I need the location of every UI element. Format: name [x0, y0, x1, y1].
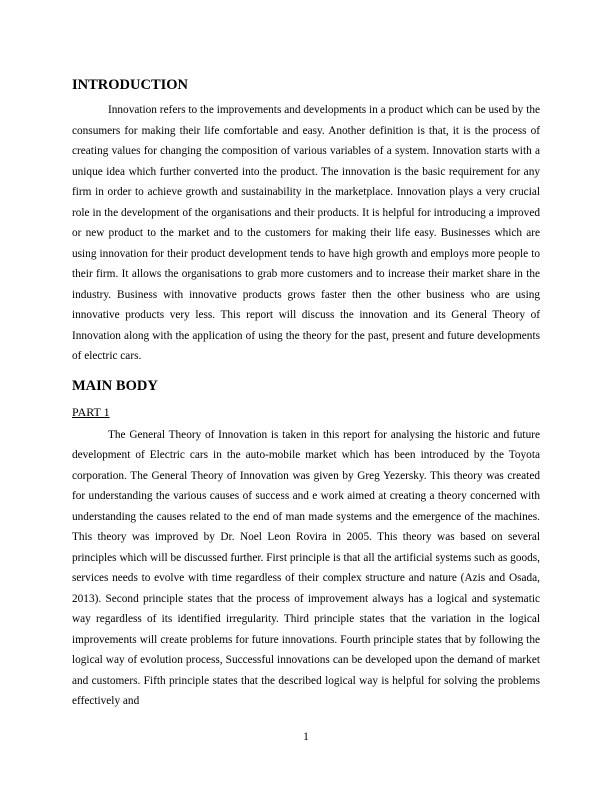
introduction-paragraph: Innovation refers to the improvements and developments in a product which can be used by the consumers for making their life comfortable and easy. Another definition is that, it is the process of creating values for changing the composition of various variables of a system. Innovation starts with a unique idea which further converted into the product. The innovation is the basic requirement for any firm in order to achieve growth and sustainability in the marketplace. Innovation plays a very crucial role in the development of the organisations and their products. It is helpful for introducing a improved or new product to the market and to the customers for making their life easy. Businesses which are using innovation for their product development tends to have high growth and employs more people to their firm. It allows the organisations to grab more customers and to increase their market share in the industry. Business with innovative products grows faster then the other business who are using innovative products very less. This report will discuss the innovation and its General Theory of Innovation along with the application of using the theory for the past, present and future developments of electric cars.	[72, 104, 540, 362]
document-page	[72, 76, 540, 712]
introduction-heading: INTRODUCTION	[72, 77, 189, 93]
main-body-heading: MAIN BODY	[72, 377, 158, 394]
part-1-label: PART 1	[72, 404, 110, 419]
part-1-paragraph: The General Theory of Innovation is taken in this report for analysing the historic and future development of Electric cars in the auto-mobile market which has been introduced by the Toyota corporation. The General Theory of Innovation was given by Greg Yezersky. This theory was created for understanding the various causes of success and e work aimed at creating a theory concerned with understanding the causes related to the end of man made systems and the emergence of the machines. This theory was improved by Dr. Noel Leon Rovira in 2005. This theory was based on several principles which will be discussed further. First principle is that all the artificial systems such as goods, services needs to evolve with time regardless of their complex structure and nature (Azis and Osada, 2013). Second principle states that the process of improvement always has a logical and systematic way regardless of its identified irregularity. Third principle states that the variation in the logical improvements will create problems for future innovations. Fourth principle states that by following the logical way of evolution process, Successful innovations can be developed upon the demand of market and customers. Fifth principle states that the described logical way is helpful for solving the problems effectively and	[72, 428, 540, 707]
page-number: 1	[303, 731, 309, 743]
